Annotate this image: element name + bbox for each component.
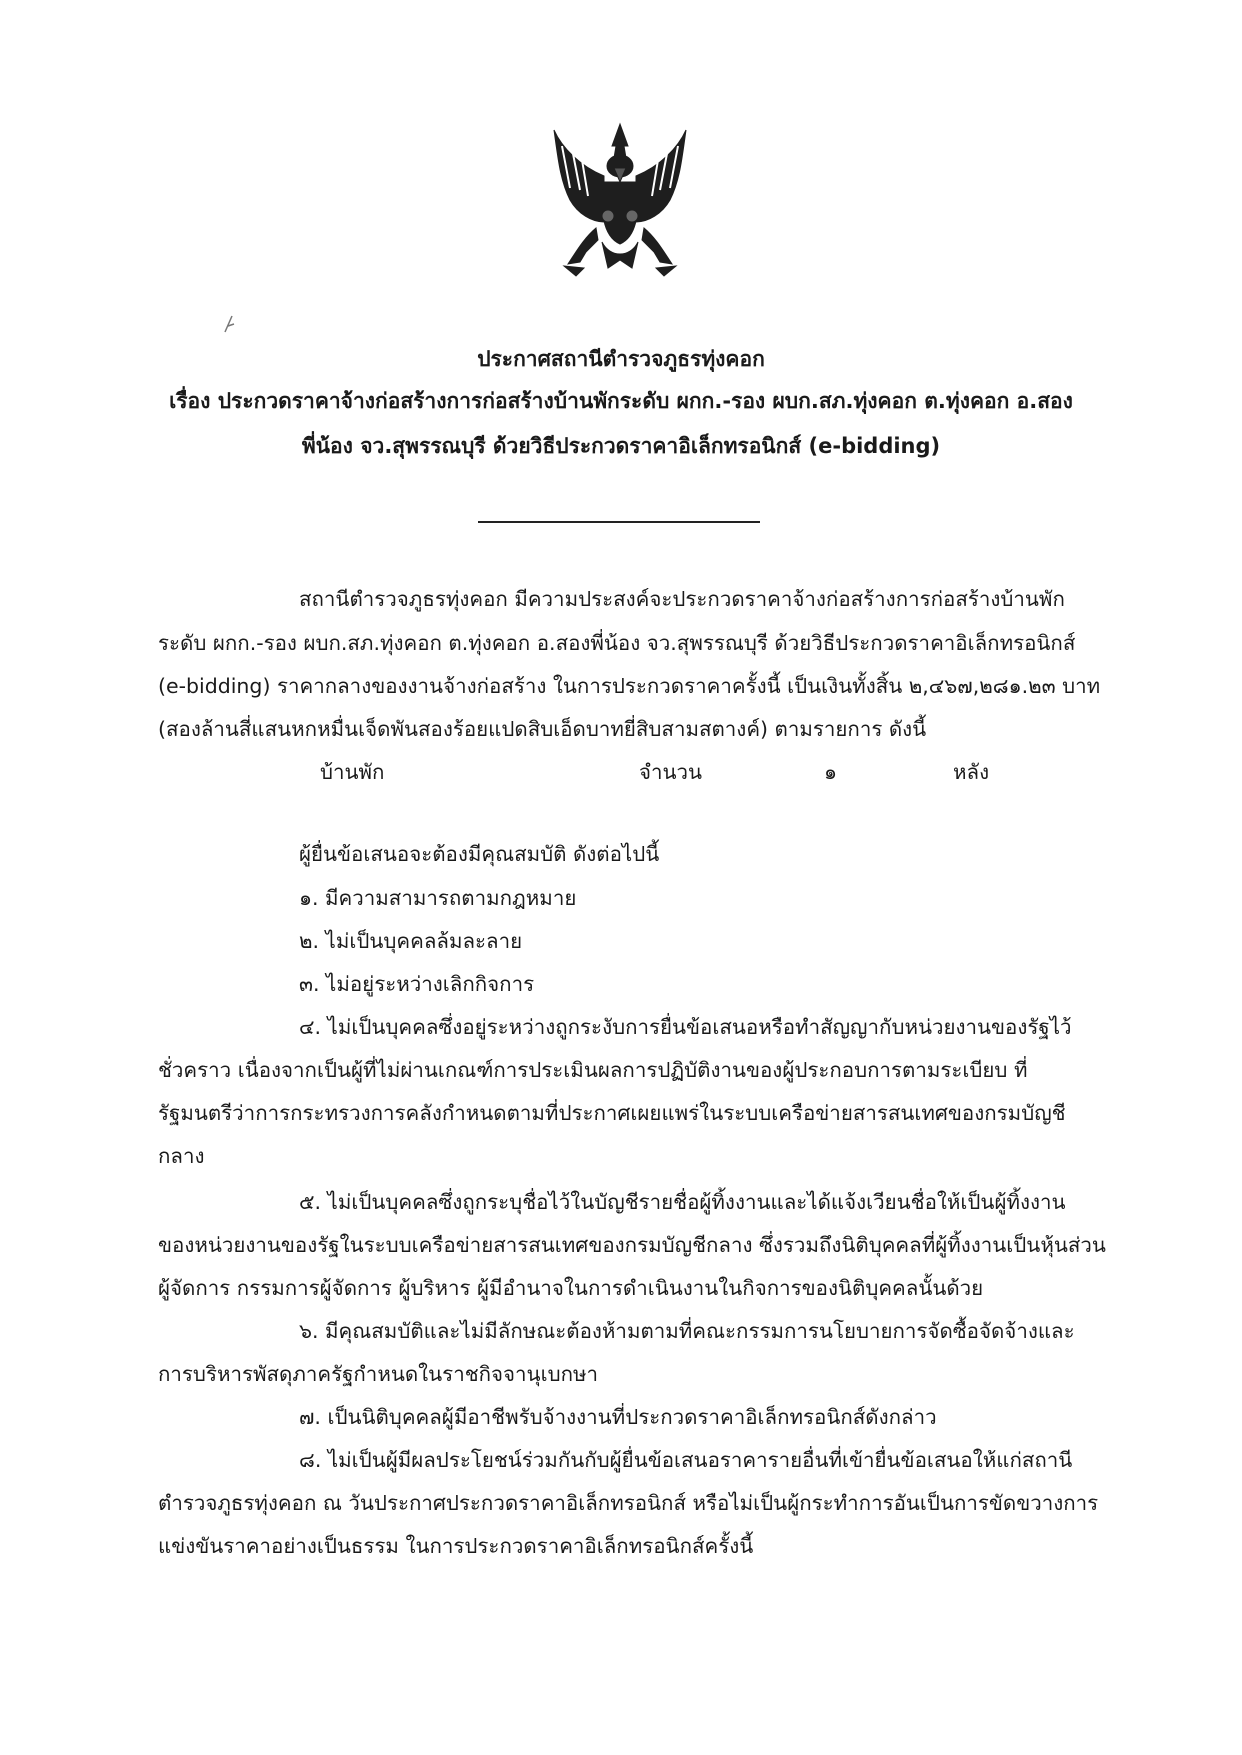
qualification-4-line-2: ชั่วคราว เนื่องจากเป็นผู้ที่ไม่ผ่านเกณฑ์การประเมินผลการปฏิบัติงานของผู้ประกอบการตามระเบียบ ที่ [158,1058,1028,1082]
qualification-5-line-3: ผู้จัดการ กรรมการผู้จัดการ ผู้บริหาร ผู้มีอำนาจในการดำเนินงานในกิจการของนิติบุคคลนั้นด้วย [158,1276,984,1300]
scan-mark-icon [222,314,236,334]
qualification-8-line-1: ๘. ไม่เป็นผู้มีผลประโยชน์ร่วมกันกับผู้ยื่นข้อเสนอราคารายอื่นที่เข้ายื่นข้อเสนอให้แก่สถานี [299,1448,1073,1472]
item-qty-label: จำนวน [639,760,703,784]
title-divider [478,521,760,523]
qualification-8-line-3: แข่งขันราคาอย่างเป็นธรรม ในการประกวดราคาอิเล็กทรอนิกส์ครั้งนี้ [158,1534,754,1558]
qualification-5-line-1: ๕. ไม่เป็นบุคคลซึ่งถูกระบุชื่อไว้ในบัญชีรายชื่อผู้ทิ้งงานและได้แจ้งเวียนชื่อให้เป็นผู้ทิ้งงาน [299,1190,1066,1214]
qualification-2: ๒. ไม่เป็นบุคคลล้มละลาย [299,929,523,953]
qualification-4-line-1: ๔. ไม่เป็นบุคคลซึ่งอยู่ระหว่างถูกระงับการยื่นข้อเสนอหรือทำสัญญากับหน่วยงานของรัฐไว้ [299,1015,1072,1039]
qualification-8-line-2: ตำรวจภูธรทุ่งคอก ณ วันประกาศประกวดราคาอิเล็กทรอนิกส์ หรือไม่เป็นผู้กระทำการอันเป็นการขัดขวางการ [158,1491,1099,1515]
item-name: บ้านพัก [320,760,385,784]
qualification-1: ๑. มีความสามารถตามกฎหมาย [299,886,577,910]
qualification-7: ๗. เป็นนิติบุคคลผู้มีอาชีพรับจ้างงานที่ประกวดราคาอิเล็กทรอนิกส์ดังกล่าว [299,1405,937,1429]
qualification-4-line-4: กลาง [158,1144,205,1168]
subject-line-1: เรื่อง ประกวดราคาจ้างก่อสร้างการก่อสร้างบ้านพักระดับ ผกก.-รอง ผบก.สภ.ทุ่งคอก ต.ทุ่งคอก อ.สอง [169,389,1073,413]
intro-line-3: (e-bidding) ราคากลางของงานจ้างก่อสร้าง ในการประกวดราคาครั้งนี้ เป็นเงินทั้งสิ้น ๒,๔๖๗,๒๘๑.๒๓ บาท [158,674,1101,698]
garuda-emblem-icon [540,118,700,288]
intro-line-4: (สองล้านสี่แสนหกหมื่นเจ็ดพันสองร้อยแปดสิบเอ็ดบาทยี่สิบสามสตางค์) ตามรายการ ดังนี้ [158,717,927,741]
qualifications-intro: ผู้ยื่นข้อเสนอจะต้องมีคุณสมบัติ ดังต่อไปนี้ [299,842,660,866]
intro-line-2: ระดับ ผกก.-รอง ผบก.สภ.ทุ่งคอก ต.ทุ่งคอก อ.สองพี่น้อง จว.สุพรรณบุรี ด้วยวิธีประกวดราคาอิเล็กทรอนิกส์ [158,631,1076,655]
qualification-3: ๓. ไม่อยู่ระหว่างเลิกกิจการ [299,972,535,996]
qualification-4-line-3: รัฐมนตรีว่าการกระทรวงการคลังกำหนดตามที่ประกาศเผยแพร่ในระบบเครือข่ายสารสนเทศของกรมบัญชี [158,1101,1066,1125]
qualification-5-line-2: ของหน่วยงานของรัฐในระบบเครือข่ายสารสนเทศของกรมบัญชีกลาง ซึ่งรวมถึงนิติบุคคลที่ผู้ทิ้งงานเป็นหุ้นส่วน [158,1233,1106,1257]
item-qty: ๑ [824,760,838,784]
qualification-6-line-1: ๖. มีคุณสมบัติและไม่มีลักษณะต้องห้ามตามที่คณะกรรมการนโยบายการจัดซื้อจัดจ้างและ [299,1319,1075,1343]
intro-line-1: สถานีตำรวจภูธรทุ่งคอก มีความประสงค์จะประกวดราคาจ้างก่อสร้างการก่อสร้างบ้านพัก [299,587,1065,611]
announcement-title: ประกาศสถานีตำรวจภูธรทุ่งคอก [477,347,765,371]
qualification-6-line-2: การบริหารพัสดุภาครัฐกำหนดในราชกิจจานุเบกษา [158,1362,599,1386]
item-unit: หลัง [953,760,990,784]
subject-line-2: พี่น้อง จว.สุพรรณบุรี ด้วยวิธีประกวดราคาอิเล็กทรอนิกส์ (e-bidding) [301,434,941,458]
